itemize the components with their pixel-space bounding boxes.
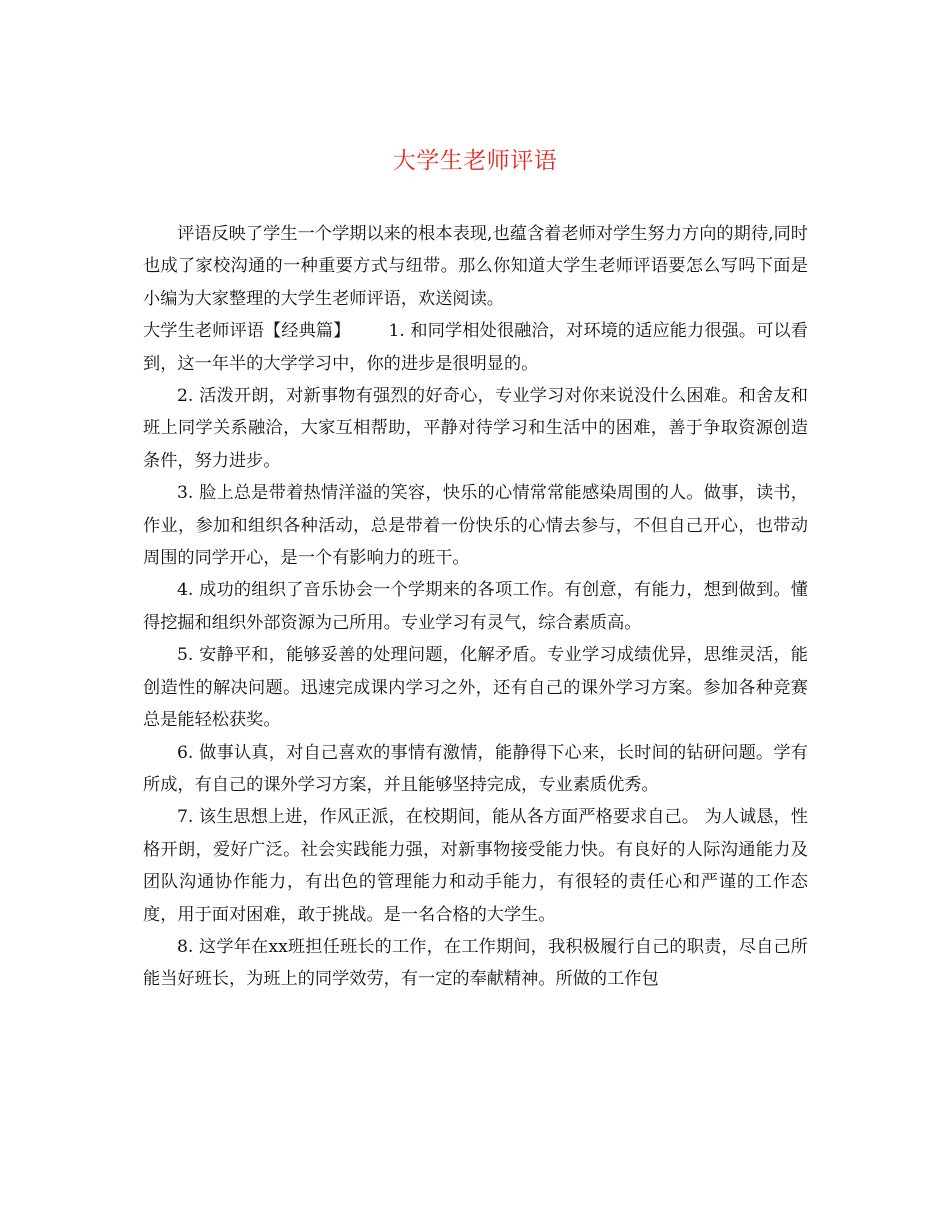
section-paragraph bbox=[143, 315, 808, 380]
comment-item-2: 2. 活泼开朗，对新事物有强烈的好奇心，专业学习对你来说没什么困难。和舍友和班上同学关系融洽，大家互相帮助，平静对待学习和生活中的困难，善于争取资源创造条件，努力进步。 bbox=[143, 386, 808, 471]
document-body bbox=[143, 218, 808, 996]
comment-item-5: 5. 安静平和，能够妥善的处理问题，化解矛盾。专业学习成绩优异，思维灵活，能创造性的解决问题。迅速完成课内学习之外，还有自己的课外学习方案。参加各种竞赛总是能轻松获奖。 bbox=[143, 645, 808, 731]
section-title: 大学生老师评语【经典篇】 bbox=[143, 321, 351, 342]
comment-item-1: 1. 和同学相处很融洽，对环境的适应能力很强。可以看到，这一年半的大学学习中，你的进步是很明显的。 bbox=[143, 321, 808, 374]
comment-item-3: 3. 脸上总是带着热情洋溢的笑容，快乐的心情常常能感染周围的人。做事，读书，作业，参加和组织各种活动，总是带着一份快乐的心情去参与，不但自己开心，也带动周围的同学开心，是一个有影响力的班干。 bbox=[143, 483, 808, 569]
page-title: 大学生老师评语 bbox=[392, 148, 558, 174]
comment-item-6: 6. 做事认真，对自己喜欢的事情有激情，能静得下心来，长时间的钻研问题。学有所成，有自己的课外学习方案，并且能够坚持完成，专业素质优秀。 bbox=[143, 742, 808, 795]
comment-item-4: 4. 成功的组织了音乐协会一个学期来的各项工作。有创意，有能力，想到做到。懂得挖掘和组织外部资源为己所用。专业学习有灵气，综合素质高。 bbox=[143, 580, 808, 633]
intro-paragraph: 评语反映了学生一个学期以来的根本表现,也蕴含着老师对学生努力方向的期待,同时也成了家校沟通的一种重要方式与纽带。那么你知道大学生老师评语要怎么写吗下面是小编为大家整理的大学生老师评语，欢送阅读。 bbox=[143, 224, 808, 309]
comment-item-7: 7. 该生思想上进，作风正派，在校期间，能从各方面严格要求自己。 为人诚恳，性格开朗，爱好广泛。社会实践能力强，对新事物接受能力快。有良好的人际沟通能力及团队沟通协作能力，有出色的管理能力和动手能力，有很轻的责任心和严谨的工作态度，用于面对困难，敢于挑战。是一名合格的大学生。 bbox=[143, 807, 808, 925]
comment-item-8: 8. 这学年在xx班担任班长的工作，在工作期间，我积极履行自己的职责，尽自己所能当好班长，为班上的同学效劳，有一定的奉献精神。所做的工作包 bbox=[143, 936, 808, 990]
